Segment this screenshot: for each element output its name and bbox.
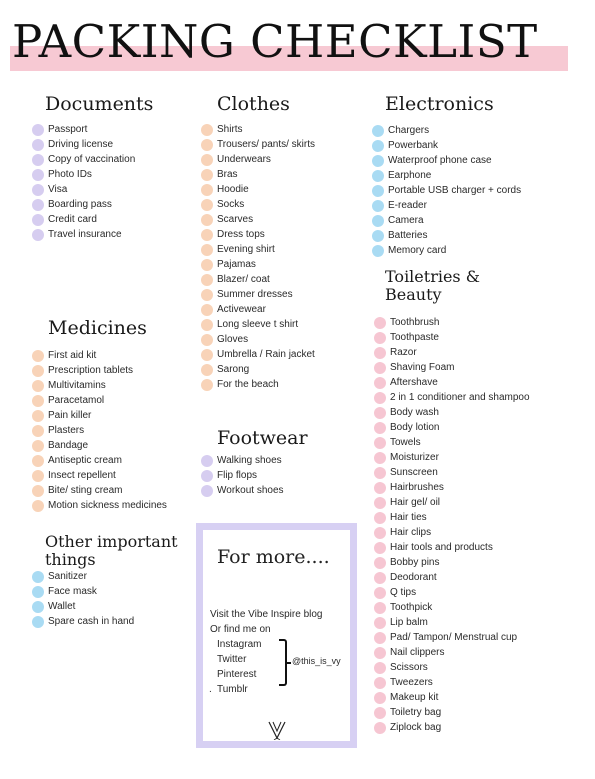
- electronics-item: [372, 228, 521, 243]
- other-item: [32, 599, 134, 614]
- toiletries-item: [374, 315, 530, 330]
- toiletries-item: [374, 390, 530, 405]
- toiletries-item-label: Moisturizer: [390, 452, 439, 463]
- toiletries-item: [374, 600, 530, 615]
- documents-item-label: Credit card: [48, 214, 97, 225]
- toiletries-item-label: Toothbrush: [390, 317, 440, 328]
- footwear-item: [201, 468, 284, 483]
- documents-item-label: Copy of vaccination: [48, 154, 136, 165]
- toiletries-item-label: Toothpick: [390, 602, 433, 613]
- toiletries-item: [374, 615, 530, 630]
- toiletries-item: [374, 360, 530, 375]
- electronics-item-label: Powerbank: [388, 140, 439, 151]
- checkbox-circle-icon[interactable]: [201, 379, 213, 391]
- other-item-label: Spare cash in hand: [48, 616, 135, 627]
- electronics-heading: Electronics: [385, 93, 494, 115]
- toiletries-item-label: Nail clippers: [390, 647, 445, 658]
- checkbox-circle-icon[interactable]: [374, 347, 386, 359]
- checkbox-circle-icon[interactable]: [372, 215, 384, 227]
- toiletries-item-label: Hair clips: [390, 527, 432, 538]
- electronics-item-label: E-reader: [388, 200, 427, 211]
- checkbox-circle-icon[interactable]: [374, 482, 386, 494]
- checkbox-circle-icon[interactable]: [201, 304, 213, 316]
- checkbox-circle-icon[interactable]: [374, 542, 386, 554]
- clothes-item: [201, 377, 315, 392]
- toiletries-item-label: Hairbrushes: [390, 482, 444, 493]
- toiletries-item-label: Aftershave: [390, 377, 438, 388]
- medicines-item: [32, 468, 167, 483]
- clothes-item: [201, 197, 315, 212]
- toiletries-item: [374, 690, 530, 705]
- toiletries-item-label: 2 in 1 conditioner and shampoo: [390, 392, 530, 403]
- checkbox-circle-icon[interactable]: [32, 485, 44, 497]
- toiletries-item: [374, 540, 530, 555]
- checkbox-circle-icon[interactable]: [374, 497, 386, 509]
- other-heading-line1: Other important: [45, 532, 178, 551]
- toiletries-item: [374, 405, 530, 420]
- checkbox-circle-icon[interactable]: [32, 425, 44, 437]
- clothes-heading: Clothes: [217, 93, 290, 115]
- clothes-item-label: Sarong: [217, 364, 250, 375]
- toiletries-item: [374, 585, 530, 600]
- toiletries-item-label: Shaving Foam: [390, 362, 455, 373]
- checkbox-circle-icon[interactable]: [372, 155, 384, 167]
- toiletries-item-label: Sunscreen: [390, 467, 438, 478]
- checkbox-circle-icon[interactable]: [374, 707, 386, 719]
- clothes-item-label: Gloves: [217, 334, 249, 345]
- checkbox-circle-icon[interactable]: [32, 229, 44, 241]
- toiletries-item-label: Lip balm: [390, 617, 428, 628]
- checkbox-circle-icon[interactable]: [32, 380, 44, 392]
- medicines-item-label: Prescription tablets: [48, 365, 134, 376]
- clothes-item-label: Pajamas: [217, 259, 256, 270]
- checkbox-circle-icon[interactable]: [201, 199, 213, 211]
- documents-item-label: Visa: [48, 184, 68, 195]
- clothes-item-label: For the beach: [217, 379, 279, 390]
- clothes-item: [201, 317, 315, 332]
- clothes-item-label: Summer dresses: [217, 289, 293, 300]
- electronics-item: [372, 183, 521, 198]
- clothes-item-label: Bras: [217, 169, 238, 180]
- checkbox-circle-icon[interactable]: [374, 377, 386, 389]
- clothes-item-label: Underwears: [217, 154, 271, 165]
- checkbox-circle-icon[interactable]: [32, 616, 44, 628]
- electronics-item: [372, 198, 521, 213]
- medicines-item: [32, 498, 167, 513]
- toiletries-item: [374, 510, 530, 525]
- electronics-item: [372, 213, 521, 228]
- checkbox-circle-icon[interactable]: [374, 467, 386, 479]
- checkbox-circle-icon[interactable]: [374, 677, 386, 689]
- toiletries-item: [374, 675, 530, 690]
- clothes-item-label: Dress tops: [217, 229, 265, 240]
- bracket-icon: [279, 639, 287, 686]
- medicines-item: [32, 408, 167, 423]
- clothes-item: [201, 227, 315, 242]
- other-list: [32, 569, 134, 629]
- footwear-item: [201, 453, 284, 468]
- documents-item: [32, 167, 135, 182]
- clothes-item-label: Blazer/ coat: [217, 274, 270, 285]
- toiletries-item-label: Hair gel/ oil: [390, 497, 441, 508]
- for-more-title: For more....: [217, 546, 330, 568]
- clothes-item-label: Shirts: [217, 124, 243, 135]
- find-me-line: Or find me on: [210, 624, 271, 635]
- checkbox-circle-icon[interactable]: [32, 500, 44, 512]
- toiletries-item-label: Bobby pins: [390, 557, 440, 568]
- checkbox-circle-icon[interactable]: [372, 230, 384, 242]
- clothes-item-label: Scarves: [217, 214, 254, 225]
- clothes-item: [201, 122, 315, 137]
- checkbox-circle-icon[interactable]: [372, 170, 384, 182]
- checkbox-circle-icon[interactable]: [201, 139, 213, 151]
- footwear-item: [201, 483, 284, 498]
- electronics-item-label: Chargers: [388, 125, 430, 136]
- toiletries-item-label: Scissors: [390, 662, 428, 673]
- checkbox-circle-icon[interactable]: [374, 422, 386, 434]
- medicines-heading: Medicines: [48, 317, 147, 339]
- checkbox-circle-icon[interactable]: [201, 319, 213, 331]
- clothes-item-label: Socks: [217, 199, 245, 210]
- checkbox-circle-icon[interactable]: [32, 410, 44, 422]
- clothes-item: [201, 257, 315, 272]
- clothes-item: [201, 137, 315, 152]
- electronics-item: [372, 168, 521, 183]
- documents-item: [32, 137, 135, 152]
- clothes-item: [201, 272, 315, 287]
- electronics-item: [372, 243, 521, 258]
- checkbox-circle-icon[interactable]: [374, 317, 386, 329]
- medicines-item-label: Bandage: [48, 440, 89, 451]
- checkbox-circle-icon[interactable]: [32, 184, 44, 196]
- toiletries-item: [374, 660, 530, 675]
- toiletries-item-label: Ziplock bag: [390, 722, 442, 733]
- checkbox-circle-icon[interactable]: [374, 662, 386, 674]
- checkbox-circle-icon[interactable]: [32, 214, 44, 226]
- other-item: [32, 614, 134, 629]
- checkbox-circle-icon[interactable]: [32, 455, 44, 467]
- for-more-box: [196, 523, 357, 748]
- checkbox-circle-icon[interactable]: [374, 407, 386, 419]
- medicines-item: [32, 378, 167, 393]
- clothes-item-label: Long sleeve t shirt: [217, 319, 299, 330]
- toiletries-item: [374, 720, 530, 735]
- social-tumblr-dot: .: [209, 684, 212, 695]
- clothes-item-label: Trousers/ pants/ skirts: [217, 139, 315, 150]
- checkbox-circle-icon[interactable]: [32, 395, 44, 407]
- other-item: [32, 569, 134, 584]
- clothes-item: [201, 362, 315, 377]
- toiletries-item-label: Deodorant: [390, 572, 437, 583]
- checkbox-circle-icon[interactable]: [201, 244, 213, 256]
- footwear-item-label: Workout shoes: [217, 485, 284, 496]
- toiletries-item-label: Body wash: [390, 407, 439, 418]
- checkbox-circle-icon[interactable]: [201, 184, 213, 196]
- medicines-item-label: Paracetamol: [48, 395, 105, 406]
- medicines-item-label: Insect repellent: [48, 470, 116, 481]
- blog-line: Visit the Vibe Inspire blog: [210, 609, 323, 620]
- checkbox-circle-icon[interactable]: [201, 259, 213, 271]
- footwear-list: [201, 453, 284, 498]
- checkbox-circle-icon[interactable]: [201, 154, 213, 166]
- documents-item: [32, 197, 135, 212]
- checkbox-circle-icon[interactable]: [32, 139, 44, 151]
- checkbox-circle-icon[interactable]: [201, 470, 213, 482]
- medicines-item: [32, 393, 167, 408]
- checkbox-circle-icon[interactable]: [32, 440, 44, 452]
- medicines-item-label: Motion sickness medicines: [48, 500, 167, 511]
- electronics-item-label: Camera: [388, 215, 424, 226]
- medicines-item: [32, 348, 167, 363]
- documents-list: [32, 122, 135, 242]
- checkbox-circle-icon[interactable]: [372, 245, 384, 257]
- page-title: PACKING CHECKLIST: [12, 15, 538, 68]
- toiletries-item-label: Q tips: [390, 587, 417, 598]
- documents-item: [32, 212, 135, 227]
- toiletries-item: [374, 630, 530, 645]
- checkbox-circle-icon[interactable]: [374, 572, 386, 584]
- checkbox-circle-icon[interactable]: [374, 362, 386, 374]
- toiletries-item-label: Tweezers: [390, 677, 433, 688]
- other-heading: [45, 533, 178, 569]
- toiletries-item: [374, 435, 530, 450]
- checkbox-circle-icon[interactable]: [374, 617, 386, 629]
- checkbox-circle-icon[interactable]: [372, 200, 384, 212]
- checkbox-circle-icon[interactable]: [32, 154, 44, 166]
- clothes-item: [201, 287, 315, 302]
- toiletries-item: [374, 645, 530, 660]
- clothes-item-label: Hoodie: [217, 184, 249, 195]
- toiletries-item-label: Toothpaste: [390, 332, 439, 343]
- checkbox-circle-icon[interactable]: [374, 452, 386, 464]
- electronics-item: [372, 138, 521, 153]
- electronics-item: [372, 123, 521, 138]
- checkbox-circle-icon[interactable]: [374, 602, 386, 614]
- clothes-item-label: Activewear: [217, 304, 266, 315]
- other-heading-line2: things: [45, 550, 96, 569]
- documents-item-label: Driving license: [48, 139, 114, 150]
- checkbox-circle-icon[interactable]: [201, 485, 213, 497]
- checkbox-circle-icon[interactable]: [374, 722, 386, 734]
- documents-item-label: Boarding pass: [48, 199, 112, 210]
- vibe-logo-icon: [268, 720, 286, 740]
- checkbox-circle-icon[interactable]: [374, 557, 386, 569]
- checkbox-circle-icon[interactable]: [201, 274, 213, 286]
- footwear-item-label: Flip flops: [217, 470, 258, 481]
- checkbox-circle-icon[interactable]: [201, 169, 213, 181]
- checkbox-circle-icon[interactable]: [32, 124, 44, 136]
- toiletries-item-label: Hair ties: [390, 512, 427, 523]
- medicines-item: [32, 363, 167, 378]
- checkbox-circle-icon[interactable]: [32, 601, 44, 613]
- medicines-item: [32, 438, 167, 453]
- toiletries-item-label: Toiletry bag: [390, 707, 442, 718]
- checkbox-circle-icon[interactable]: [372, 185, 384, 197]
- checkbox-circle-icon[interactable]: [374, 332, 386, 344]
- social-pinterest: Pinterest: [217, 669, 257, 680]
- checkbox-circle-icon[interactable]: [374, 437, 386, 449]
- toiletries-heading-line1: Toiletries &: [385, 267, 480, 286]
- electronics-item-label: Batteries: [388, 230, 428, 241]
- checkbox-circle-icon[interactable]: [32, 169, 44, 181]
- checkbox-circle-icon[interactable]: [201, 334, 213, 346]
- documents-item-label: Photo IDs: [48, 169, 92, 180]
- checkbox-circle-icon[interactable]: [374, 392, 386, 404]
- medicines-item-label: Multivitamins: [48, 380, 106, 391]
- electronics-item-label: Portable USB charger + cords: [388, 185, 522, 196]
- toiletries-item: [374, 480, 530, 495]
- toiletries-item: [374, 495, 530, 510]
- other-item-label: Sanitizer: [48, 571, 87, 582]
- clothes-item: [201, 332, 315, 347]
- clothes-item: [201, 182, 315, 197]
- checkbox-circle-icon[interactable]: [32, 470, 44, 482]
- bracket-tick: [287, 662, 291, 664]
- clothes-item: [201, 302, 315, 317]
- toiletries-item-label: Makeup kit: [390, 692, 439, 703]
- documents-item-label: Passport: [48, 124, 88, 135]
- clothes-item: [201, 242, 315, 257]
- other-item-label: Face mask: [48, 586, 97, 597]
- medicines-item-label: Bite/ sting cream: [48, 485, 123, 496]
- toiletries-item: [374, 525, 530, 540]
- clothes-item: [201, 167, 315, 182]
- electronics-item-label: Earphone: [388, 170, 432, 181]
- social-twitter: Twitter: [217, 654, 247, 665]
- electronics-item-label: Waterproof phone case: [388, 155, 492, 166]
- documents-item-label: Travel insurance: [48, 229, 122, 240]
- documents-item: [32, 122, 135, 137]
- documents-item: [32, 227, 135, 242]
- checkbox-circle-icon[interactable]: [201, 124, 213, 136]
- toiletries-heading-line2: Beauty: [385, 285, 442, 304]
- toiletries-item-label: Hair tools and products: [390, 542, 493, 553]
- medicines-item: [32, 483, 167, 498]
- checkbox-circle-icon[interactable]: [32, 199, 44, 211]
- checkbox-circle-icon[interactable]: [374, 587, 386, 599]
- toiletries-item-label: Pad/ Tampon/ Menstrual cup: [390, 632, 518, 643]
- toiletries-item-label: Body lotion: [390, 422, 440, 433]
- clothes-item: [201, 152, 315, 167]
- social-handle: @this_is_vy: [292, 656, 341, 666]
- toiletries-item: [374, 450, 530, 465]
- footwear-heading: Footwear: [217, 427, 308, 449]
- medicines-item: [32, 453, 167, 468]
- toiletries-item-label: Razor: [390, 347, 417, 358]
- social-instagram: Instagram: [217, 639, 262, 650]
- electronics-list: [372, 123, 521, 258]
- checkbox-circle-icon[interactable]: [372, 125, 384, 137]
- checkbox-circle-icon[interactable]: [201, 289, 213, 301]
- toiletries-list: [374, 315, 530, 735]
- medicines-item-label: First aid kit: [48, 350, 97, 361]
- toiletries-heading: [385, 268, 480, 304]
- checkbox-circle-icon[interactable]: [201, 364, 213, 376]
- clothes-item: [201, 212, 315, 227]
- other-item-label: Wallet: [48, 601, 76, 612]
- checkbox-circle-icon[interactable]: [32, 350, 44, 362]
- checkbox-circle-icon[interactable]: [201, 455, 213, 467]
- clothes-item: [201, 347, 315, 362]
- checkbox-circle-icon[interactable]: [201, 214, 213, 226]
- footwear-item-label: Walking shoes: [217, 455, 282, 466]
- checkbox-circle-icon[interactable]: [372, 140, 384, 152]
- clothes-item-label: Evening shirt: [217, 244, 275, 255]
- checkbox-circle-icon[interactable]: [32, 586, 44, 598]
- checkbox-circle-icon[interactable]: [374, 512, 386, 524]
- electronics-item-label: Memory card: [388, 245, 447, 256]
- documents-heading: Documents: [45, 93, 154, 115]
- checkbox-circle-icon[interactable]: [201, 349, 213, 361]
- clothes-list: [201, 122, 315, 392]
- checkbox-circle-icon[interactable]: [374, 527, 386, 539]
- checkbox-circle-icon[interactable]: [32, 571, 44, 583]
- documents-item: [32, 152, 135, 167]
- checkbox-circle-icon[interactable]: [374, 632, 386, 644]
- toiletries-item: [374, 705, 530, 720]
- toiletries-item: [374, 555, 530, 570]
- checkbox-circle-icon[interactable]: [374, 647, 386, 659]
- social-tumblr: Tumblr: [217, 684, 248, 695]
- toiletries-item: [374, 465, 530, 480]
- medicines-item: [32, 423, 167, 438]
- medicines-item-label: Antiseptic cream: [48, 455, 122, 466]
- electronics-item: [372, 153, 521, 168]
- medicines-item-label: Pain killer: [48, 410, 92, 421]
- toiletries-item: [374, 345, 530, 360]
- other-item: [32, 584, 134, 599]
- documents-item: [32, 182, 135, 197]
- checkbox-circle-icon[interactable]: [201, 229, 213, 241]
- toiletries-item: [374, 570, 530, 585]
- toiletries-item-label: Towels: [390, 437, 421, 448]
- toiletries-item: [374, 375, 530, 390]
- title-area: [10, 12, 568, 70]
- toiletries-item: [374, 420, 530, 435]
- clothes-item-label: Umbrella / Rain jacket: [217, 349, 315, 360]
- medicines-item-label: Plasters: [48, 425, 85, 436]
- toiletries-item: [374, 330, 530, 345]
- checkbox-circle-icon[interactable]: [374, 692, 386, 704]
- medicines-list: [32, 348, 167, 513]
- checkbox-circle-icon[interactable]: [32, 365, 44, 377]
